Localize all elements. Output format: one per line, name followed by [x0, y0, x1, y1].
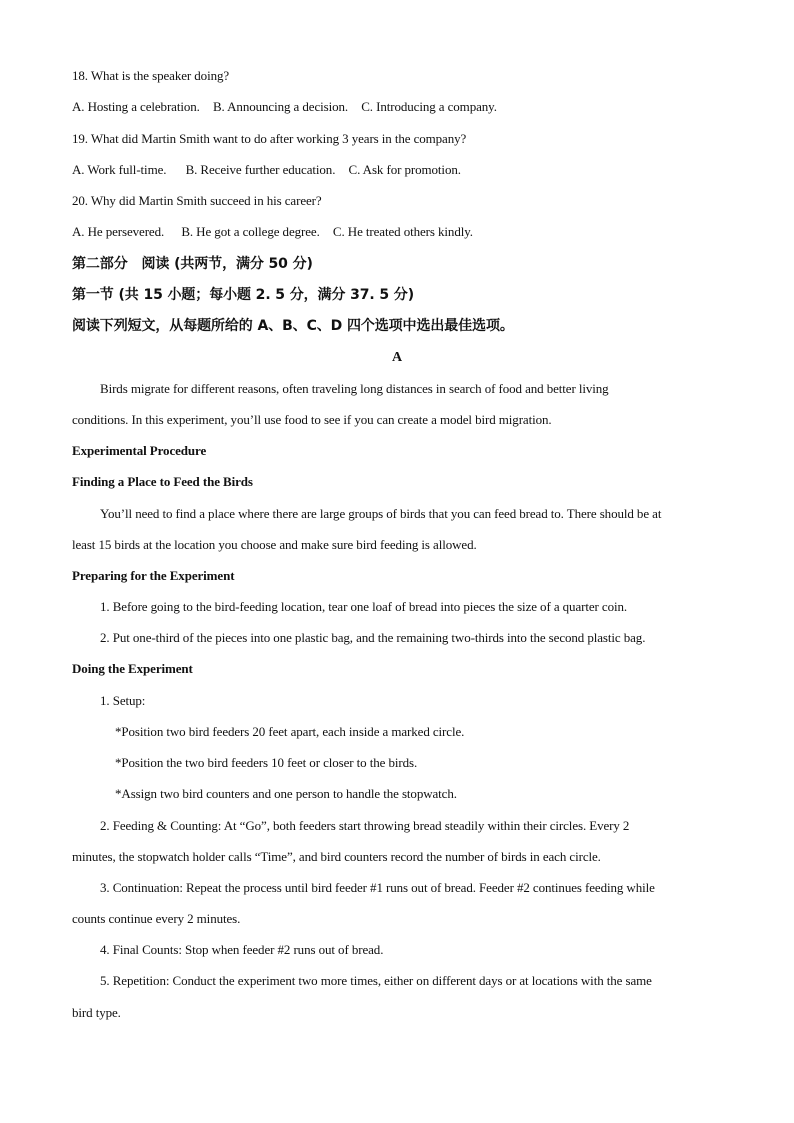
repetition-line-2: bird type.	[72, 1005, 121, 1020]
setup-item-b: *Position the two bird feeders 10 feet or closer to the birds.	[115, 755, 418, 770]
feeding-line-2: minutes, the stopwatch holder calls “Time”, and bird counters record the number of birds in each circle.	[72, 849, 601, 864]
option-b: B. He got a college degree.	[181, 224, 320, 239]
setup-item-c: *Assign two bird counters and one person to handle the stopwatch.	[115, 786, 457, 801]
reading-instruction: 阅读下列短文，从每题所给的 A、B、C、D 四个选项中选出最佳选项。	[72, 318, 514, 334]
heading-procedure: Experimental Procedure	[72, 443, 207, 458]
repetition-line-1: 5. Repetition: Conduct the experiment two more times, either on different days or at locations with the same	[100, 973, 652, 988]
prep-step-1: 1. Before going to the bird-feeding location, tear one loaf of bread into pieces the size of a quarter coin.	[100, 599, 628, 614]
prep-step-2: 2. Put one-third of the pieces into one plastic bag, and the remaining two-thirds into the second plastic bag.	[100, 630, 646, 645]
heading-preparing: Preparing for the Experiment	[72, 568, 235, 583]
option-c: C. Introducing a company.	[361, 99, 497, 114]
question-20-options	[72, 224, 732, 240]
place-line-1: You’ll need to find a place where there are large groups of birds that you can feed bread to. There should be at	[100, 506, 662, 521]
option-c: C. He treated others kindly.	[332, 224, 473, 239]
intro-line-2: conditions. In this experiment, you’ll use food to see if you can create a model bird migration.	[72, 412, 552, 427]
continuation-line-2: counts continue every 2 minutes.	[72, 911, 241, 926]
option-a: A. He persevered.	[72, 224, 165, 239]
heading-doing: Doing the Experiment	[72, 661, 193, 676]
option-b: B. Receive further education.	[185, 162, 336, 177]
setup-label: 1. Setup:	[100, 693, 146, 708]
option-a: A. Hosting a celebration.	[72, 99, 200, 114]
feeding-line-1: 2. Feeding & Counting: At “Go”, both feeders start throwing bread steadily within their circles. Every 2	[100, 818, 630, 833]
question-18: 18. What is the speaker doing?	[72, 68, 230, 83]
question-20: 20. Why did Martin Smith succeed in his career?	[72, 193, 322, 208]
continuation-line-1: 3. Continuation: Repeat the process until bird feeder #1 runs out of bread. Feeder #2 continues feeding while	[100, 880, 655, 895]
option-c: C. Ask for promotion.	[348, 162, 461, 177]
final-counts: 4. Final Counts: Stop when feeder #2 runs out of bread.	[100, 942, 384, 957]
subsection-title: 第一节 (共 15 小题；每小题 2. 5 分，满分 37. 5 分)	[72, 287, 414, 303]
question-19-options	[72, 162, 732, 178]
passage-letter: A	[391, 350, 402, 365]
setup-item-a: *Position two bird feeders 20 feet apart, each inside a marked circle.	[115, 724, 465, 739]
question-18-options	[72, 99, 732, 115]
question-19: 19. What did Martin Smith want to do after working 3 years in the company?	[72, 131, 467, 146]
part-title: 第二部分 阅读 (共两节，满分 50 分)	[72, 256, 313, 272]
place-line-2: least 15 birds at the location you choose and make sure bird feeding is allowed.	[72, 537, 477, 552]
heading-place: Finding a Place to Feed the Birds	[72, 474, 253, 489]
option-b: B. Announcing a decision.	[212, 99, 349, 114]
option-a: A. Work full-time.	[72, 162, 167, 177]
intro-line-1: Birds migrate for different reasons, often traveling long distances in search of food and better living	[100, 381, 609, 396]
